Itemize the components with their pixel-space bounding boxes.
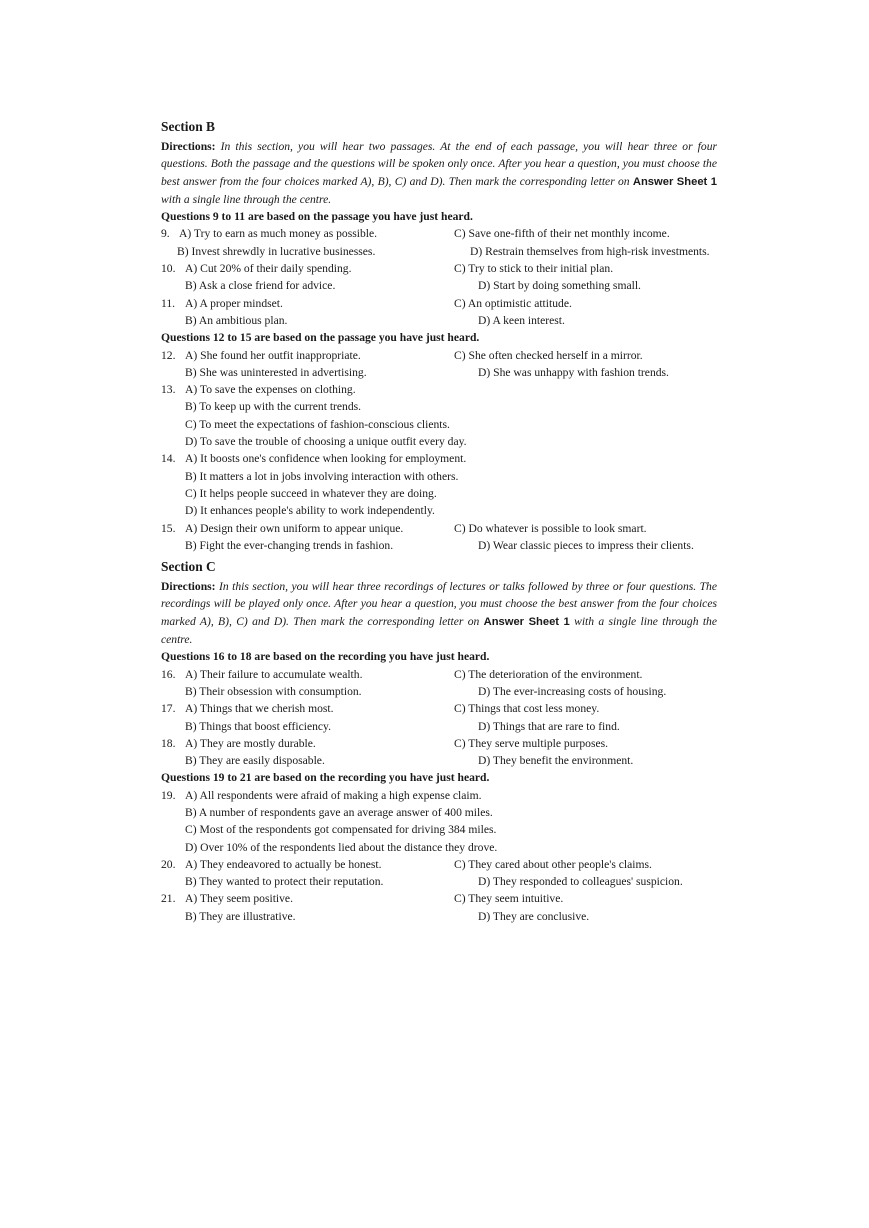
option-d: D) It enhances people's ability to work independently. <box>185 504 435 518</box>
page-content <box>161 118 717 925</box>
option-d: D) They are conclusive. <box>478 909 590 923</box>
option-b: B) A number of respondents gave an average answer of 400 miles. <box>185 805 493 819</box>
question-11 <box>161 295 717 330</box>
option-d: D) The ever-increasing costs of housing. <box>478 684 667 698</box>
option-c: C) Save one-fifth of their net monthly income. <box>454 227 670 241</box>
option-d: D) Things that are rare to find. <box>478 719 620 733</box>
option-a: A) She found her outfit inappropriate. <box>185 348 361 362</box>
option-d: D) She was unhappy with fashion trends. <box>478 365 669 379</box>
option-a: A) Design their own uniform to appear unique. <box>185 521 404 535</box>
option-c: C) They serve multiple purposes. <box>454 736 609 750</box>
directions-text: In this section, you will hear two passages. At the end of each passage, you will hear three or four questions. Both the passage and the questions will be spoken only once. After you hear a question, you must choose the best answer from the four choices marked A), B), C) and D). Then mark the corresponding letter on <box>161 140 717 188</box>
directions-text: In this section, you will hear three recordings of lectures or talks followed by three or four questions. The recordings will be played only once. After you hear a question, you must choose the best answer from the four choices marked A), B), C) and D). Then mark the corresponding letter on <box>161 580 717 628</box>
option-a: A) They endeavored to actually be honest. <box>185 857 382 871</box>
option-b: B) They wanted to protect their reputation. <box>185 875 384 889</box>
question-number: 18. <box>161 736 176 750</box>
option-a: A) Their failure to accumulate wealth. <box>185 667 363 681</box>
question-group-heading: Questions 19 to 21 are based on the recording you have just heard. <box>161 771 490 785</box>
option-b: B) They are easily disposable. <box>185 754 325 768</box>
directions-tail: with a single line through the centre. <box>161 614 717 647</box>
question-16 <box>161 666 717 701</box>
option-d: D) Over 10% of the respondents lied about the distance they drove. <box>185 840 498 854</box>
question-10 <box>161 260 717 295</box>
option-c: C) An optimistic attitude. <box>454 296 572 310</box>
question-number: 15. <box>161 521 176 535</box>
answer-sheet-ref: Answer Sheet 1 <box>632 175 717 188</box>
question-number: 10. <box>161 262 176 276</box>
option-c: C) Try to stick to their initial plan. <box>454 262 614 276</box>
option-b: B) Ask a close friend for advice. <box>185 279 336 293</box>
option-b: B) They are illustrative. <box>185 909 296 923</box>
option-b: B) Their obsession with consumption. <box>185 684 362 698</box>
question-18 <box>161 735 717 770</box>
option-c: C) Most of the respondents got compensated for driving 384 miles. <box>185 823 497 837</box>
section-b-directions <box>161 138 717 208</box>
option-a: A) It boosts one's confidence when looking for employment. <box>185 452 467 466</box>
question-number: 11. <box>161 296 176 310</box>
option-d: D) They benefit the environment. <box>478 754 634 768</box>
question-13 <box>161 381 717 450</box>
question-number: 9. <box>161 227 170 241</box>
option-b: B) She was uninterested in advertising. <box>185 365 367 379</box>
option-c: C) Do whatever is possible to look smart. <box>454 521 647 535</box>
option-a: A) Try to earn as much money as possible. <box>179 227 378 241</box>
question-group-heading: Questions 16 to 18 are based on the recording you have just heard. <box>161 650 490 664</box>
question-19 <box>161 787 717 856</box>
option-b: B) Invest shrewdly in lucrative businesses. <box>177 244 376 258</box>
option-c: C) They seem intuitive. <box>454 892 564 906</box>
question-21 <box>161 890 717 925</box>
option-d: D) Start by doing something small. <box>478 279 641 293</box>
question-group-heading: Questions 12 to 15 are based on the passage you have just heard. <box>161 331 480 345</box>
option-c: C) The deterioration of the environment. <box>454 667 643 681</box>
option-b: B) Fight the ever-changing trends in fashion. <box>185 538 394 552</box>
question-number: 14. <box>161 452 176 466</box>
option-d: D) They responded to colleagues' suspicion. <box>478 875 683 889</box>
question-number: 17. <box>161 702 176 716</box>
directions-tail: with a single line through the centre. <box>161 192 332 206</box>
question-group-heading: Questions 9 to 11 are based on the passage you have just heard. <box>161 210 473 224</box>
option-b: B) It matters a lot in jobs involving interaction with others. <box>185 469 459 483</box>
option-b: B) An ambitious plan. <box>185 313 288 327</box>
question-20 <box>161 856 717 891</box>
directions-label: Directions: <box>161 580 216 594</box>
section-c-title: Section C <box>161 559 216 575</box>
directions-label: Directions: <box>161 140 216 153</box>
question-14 <box>161 450 717 519</box>
option-a: A) They seem positive. <box>185 892 293 906</box>
section-b-title: Section B <box>161 119 215 134</box>
question-number: 16. <box>161 667 176 681</box>
option-c: C) They cared about other people's claims. <box>454 857 652 871</box>
option-a: A) To save the expenses on clothing. <box>185 383 356 397</box>
option-a: A) Cut 20% of their daily spending. <box>185 262 352 276</box>
option-c: C) She often checked herself in a mirror. <box>454 348 643 362</box>
option-b: B) Things that boost efficiency. <box>185 719 331 733</box>
option-b: B) To keep up with the current trends. <box>185 400 362 414</box>
question-15 <box>161 520 717 555</box>
option-a: A) A proper mindset. <box>185 296 283 310</box>
answer-sheet-ref: Answer Sheet 1 <box>483 615 570 628</box>
question-number: 19. <box>161 788 176 802</box>
section-c-directions <box>161 578 717 648</box>
option-d: D) To save the trouble of choosing a unique outfit every day. <box>185 435 467 449</box>
question-9 <box>161 225 717 260</box>
question-12 <box>161 347 717 382</box>
question-number: 20. <box>161 857 176 871</box>
question-number: 12. <box>161 348 176 362</box>
option-d: D) A keen interest. <box>478 313 565 327</box>
option-c: C) It helps people succeed in whatever they are doing. <box>185 486 437 500</box>
option-c: C) To meet the expectations of fashion-conscious clients. <box>185 417 450 431</box>
option-c: C) Things that cost less money. <box>454 702 600 716</box>
option-a: A) Things that we cherish most. <box>185 702 334 716</box>
option-a: A) All respondents were afraid of making a high expense claim. <box>185 788 482 802</box>
question-number: 13. <box>161 383 176 397</box>
option-a: A) They are mostly durable. <box>185 736 316 750</box>
option-d: D) Restrain themselves from high-risk investments. <box>470 244 710 258</box>
option-d: D) Wear classic pieces to impress their clients. <box>478 538 694 552</box>
question-17 <box>161 700 717 735</box>
question-number: 21. <box>161 892 176 906</box>
